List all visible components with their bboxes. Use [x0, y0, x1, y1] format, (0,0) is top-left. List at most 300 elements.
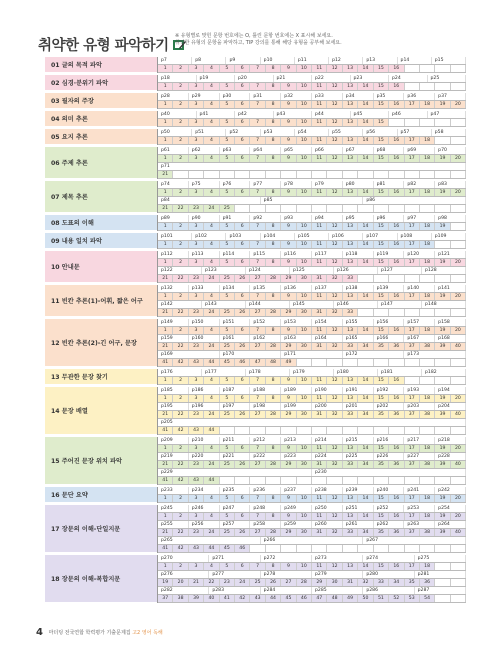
question-number-cell[interactable]: 7	[250, 445, 265, 452]
question-number-cell[interactable]: 10	[297, 495, 312, 502]
question-number-cell[interactable]: 6	[235, 119, 250, 126]
question-number-cell[interactable]: 6	[235, 259, 250, 266]
question-number-cell[interactable]: 20	[451, 155, 466, 162]
question-number-cell[interactable]: 7	[250, 495, 265, 502]
question-number-cell[interactable]: 18	[420, 495, 435, 502]
question-number-cell[interactable]: 5	[220, 293, 235, 300]
question-number-cell[interactable]: 13	[343, 137, 358, 144]
question-number-cell[interactable]: 19	[435, 495, 450, 502]
question-number-cell[interactable]: 4	[204, 563, 219, 570]
question-number-cell[interactable]: 3	[189, 563, 204, 570]
question-number-cell[interactable]: 23	[189, 275, 204, 282]
question-number-cell[interactable]: 2	[173, 223, 188, 230]
question-number-cell[interactable]: 39	[435, 529, 450, 536]
question-number-cell[interactable]: 14	[358, 445, 373, 452]
question-number-cell[interactable]: 12	[327, 189, 342, 196]
question-number-cell[interactable]: 18	[420, 259, 435, 266]
question-number-cell[interactable]: 43	[189, 477, 204, 484]
question-number-cell[interactable]: 34	[358, 529, 373, 536]
question-number-cell[interactable]: 15	[374, 293, 389, 300]
question-number-cell[interactable]: 43	[189, 545, 204, 552]
question-number-cell[interactable]: 4	[204, 65, 219, 72]
question-number-cell[interactable]: 4	[204, 495, 219, 502]
question-number-cell[interactable]: 41	[158, 359, 173, 366]
question-number-cell[interactable]: 15	[374, 395, 389, 402]
question-number-cell[interactable]: 4	[204, 293, 219, 300]
question-number-cell[interactable]: 24	[204, 205, 219, 212]
question-number-cell[interactable]: 36	[389, 529, 404, 536]
question-number-cell[interactable]: 16	[389, 83, 404, 90]
question-number-cell[interactable]: 2	[173, 327, 188, 334]
question-number-cell[interactable]: 22	[173, 205, 188, 212]
question-number-cell[interactable]: 19	[435, 513, 450, 520]
question-number-cell[interactable]: 6	[235, 137, 250, 144]
question-number-cell[interactable]: 19	[435, 395, 450, 402]
question-number-cell[interactable]: 25	[250, 579, 265, 586]
question-number-cell[interactable]: 11	[312, 223, 327, 230]
question-number-cell[interactable]: 1	[158, 377, 173, 384]
question-number-cell[interactable]: 6	[235, 189, 250, 196]
question-number-cell[interactable]: 41	[158, 477, 173, 484]
question-number-cell[interactable]: 25	[220, 529, 235, 536]
question-number-cell[interactable]: 33	[343, 343, 358, 350]
question-number-cell[interactable]: 54	[420, 595, 435, 602]
question-number-cell[interactable]: 8	[266, 83, 281, 90]
question-number-cell[interactable]: 16	[389, 101, 404, 108]
question-number-cell[interactable]: 8	[266, 223, 281, 230]
question-number-cell[interactable]: 27	[250, 309, 265, 316]
question-number-cell[interactable]: 42	[173, 477, 188, 484]
question-number-cell[interactable]: 23	[189, 461, 204, 468]
question-number-cell[interactable]: 14	[358, 65, 373, 72]
question-number-cell[interactable]: 2	[173, 513, 188, 520]
question-number-cell[interactable]: 1	[158, 101, 173, 108]
question-number-cell[interactable]: 10	[297, 293, 312, 300]
question-number-cell[interactable]: 20	[451, 495, 466, 502]
question-number-cell[interactable]: 38	[173, 595, 188, 602]
question-number-cell[interactable]: 3	[189, 327, 204, 334]
question-number-cell[interactable]: 36	[389, 411, 404, 418]
question-number-cell[interactable]: 18	[420, 445, 435, 452]
question-number-cell[interactable]: 10	[297, 155, 312, 162]
question-number-cell[interactable]: 1	[158, 327, 173, 334]
question-number-cell[interactable]: 2	[173, 189, 188, 196]
question-number-cell[interactable]: 17	[405, 495, 420, 502]
question-number-cell[interactable]: 1	[158, 189, 173, 196]
question-number-cell[interactable]: 6	[235, 445, 250, 452]
question-number-cell[interactable]: 7	[250, 223, 265, 230]
question-number-cell[interactable]: 7	[250, 137, 265, 144]
question-number-cell[interactable]: 5	[220, 377, 235, 384]
question-number-cell[interactable]: 13	[343, 293, 358, 300]
question-number-cell[interactable]: 33	[343, 461, 358, 468]
question-number-cell[interactable]: 8	[266, 513, 281, 520]
question-number-cell[interactable]: 45	[281, 595, 296, 602]
question-number-cell[interactable]: 4	[204, 241, 219, 248]
question-number-cell[interactable]: 18	[420, 563, 435, 570]
question-number-cell[interactable]: 1	[158, 563, 173, 570]
question-number-cell[interactable]: 42	[173, 359, 188, 366]
question-number-cell[interactable]: 17	[405, 563, 420, 570]
question-number-cell[interactable]: 38	[420, 411, 435, 418]
question-number-cell[interactable]: 15	[374, 259, 389, 266]
question-number-cell[interactable]: 35	[374, 343, 389, 350]
question-number-cell[interactable]: 19	[435, 189, 450, 196]
question-number-cell[interactable]: 3	[189, 293, 204, 300]
question-number-cell[interactable]: 26	[235, 411, 250, 418]
question-number-cell[interactable]: 3	[189, 189, 204, 196]
question-number-cell[interactable]: 43	[189, 427, 204, 434]
question-number-cell[interactable]: 1	[158, 119, 173, 126]
question-number-cell[interactable]: 33	[343, 411, 358, 418]
question-number-cell[interactable]: 16	[389, 65, 404, 72]
question-number-cell[interactable]: 17	[405, 137, 420, 144]
question-number-cell[interactable]: 20	[173, 579, 188, 586]
question-number-cell[interactable]: 3	[189, 259, 204, 266]
question-number-cell[interactable]: 9	[281, 65, 296, 72]
question-number-cell[interactable]: 3	[189, 137, 204, 144]
question-number-cell[interactable]: 11	[312, 395, 327, 402]
question-number-cell[interactable]: 31	[312, 275, 327, 282]
question-number-cell[interactable]: 13	[343, 119, 358, 126]
question-number-cell[interactable]: 53	[405, 595, 420, 602]
question-number-cell[interactable]: 9	[281, 377, 296, 384]
question-number-cell[interactable]: 9	[281, 119, 296, 126]
question-number-cell[interactable]: 21	[158, 171, 173, 178]
question-number-cell[interactable]: 32	[327, 275, 342, 282]
question-number-cell[interactable]: 29	[281, 529, 296, 536]
question-number-cell[interactable]: 12	[327, 293, 342, 300]
question-number-cell[interactable]: 12	[327, 119, 342, 126]
question-number-cell[interactable]: 7	[250, 83, 265, 90]
question-number-cell[interactable]: 12	[327, 241, 342, 248]
question-number-cell[interactable]: 10	[297, 101, 312, 108]
question-number-cell[interactable]: 13	[343, 259, 358, 266]
question-number-cell[interactable]: 23	[189, 205, 204, 212]
question-number-cell[interactable]: 7	[250, 189, 265, 196]
question-number-cell[interactable]: 30	[297, 461, 312, 468]
question-number-cell[interactable]: 31	[312, 411, 327, 418]
question-number-cell[interactable]: 14	[358, 293, 373, 300]
question-number-cell[interactable]: 29	[281, 309, 296, 316]
question-number-cell[interactable]: 39	[435, 461, 450, 468]
question-number-cell[interactable]: 15	[374, 445, 389, 452]
question-number-cell[interactable]: 32	[327, 309, 342, 316]
question-number-cell[interactable]: 22	[173, 461, 188, 468]
question-number-cell[interactable]: 16	[389, 327, 404, 334]
question-number-cell[interactable]: 7	[250, 241, 265, 248]
question-number-cell[interactable]: 8	[266, 137, 281, 144]
question-number-cell[interactable]: 13	[343, 101, 358, 108]
question-number-cell[interactable]: 24	[235, 579, 250, 586]
question-number-cell[interactable]: 18	[420, 137, 435, 144]
question-number-cell[interactable]: 31	[312, 343, 327, 350]
question-number-cell[interactable]: 5	[220, 495, 235, 502]
question-number-cell[interactable]: 26	[235, 461, 250, 468]
question-number-cell[interactable]: 39	[189, 595, 204, 602]
question-number-cell[interactable]: 7	[250, 155, 265, 162]
question-number-cell[interactable]: 24	[204, 411, 219, 418]
question-number-cell[interactable]: 8	[266, 445, 281, 452]
question-number-cell[interactable]: 16	[389, 563, 404, 570]
question-number-cell[interactable]: 13	[343, 65, 358, 72]
question-number-cell[interactable]: 11	[312, 155, 327, 162]
question-number-cell[interactable]: 5	[220, 241, 235, 248]
question-number-cell[interactable]: 40	[451, 411, 466, 418]
question-number-cell[interactable]: 25	[220, 275, 235, 282]
question-number-cell[interactable]: 11	[312, 119, 327, 126]
question-number-cell[interactable]: 11	[312, 495, 327, 502]
question-number-cell[interactable]: 12	[327, 83, 342, 90]
question-number-cell[interactable]: 11	[312, 293, 327, 300]
question-number-cell[interactable]: 25	[220, 461, 235, 468]
question-number-cell[interactable]: 4	[204, 137, 219, 144]
question-number-cell[interactable]: 20	[451, 395, 466, 402]
question-number-cell[interactable]: 37	[405, 529, 420, 536]
question-number-cell[interactable]: 19	[158, 579, 173, 586]
question-number-cell[interactable]: 18	[420, 395, 435, 402]
question-number-cell[interactable]: 9	[281, 395, 296, 402]
question-number-cell[interactable]: 32	[327, 529, 342, 536]
question-number-cell[interactable]: 18	[420, 155, 435, 162]
question-number-cell[interactable]: 5	[220, 101, 235, 108]
question-number-cell[interactable]: 23	[220, 579, 235, 586]
question-number-cell[interactable]: 31	[312, 529, 327, 536]
question-number-cell[interactable]: 13	[343, 445, 358, 452]
question-number-cell[interactable]: 5	[220, 189, 235, 196]
question-number-cell[interactable]: 15	[374, 223, 389, 230]
question-number-cell[interactable]: 1	[158, 495, 173, 502]
question-number-cell[interactable]: 19	[435, 223, 450, 230]
question-number-cell[interactable]: 6	[235, 83, 250, 90]
question-number-cell[interactable]: 38	[420, 529, 435, 536]
question-number-cell[interactable]: 3	[189, 119, 204, 126]
question-number-cell[interactable]: 6	[235, 327, 250, 334]
question-number-cell[interactable]: 4	[204, 259, 219, 266]
question-number-cell[interactable]: 5	[220, 513, 235, 520]
question-number-cell[interactable]: 17	[405, 327, 420, 334]
question-number-cell[interactable]: 24	[204, 343, 219, 350]
question-number-cell[interactable]: 11	[312, 241, 327, 248]
question-number-cell[interactable]: 34	[389, 579, 404, 586]
question-number-cell[interactable]: 29	[312, 579, 327, 586]
question-number-cell[interactable]: 3	[189, 155, 204, 162]
question-number-cell[interactable]: 30	[297, 309, 312, 316]
question-number-cell[interactable]: 17	[405, 189, 420, 196]
question-number-cell[interactable]: 11	[312, 513, 327, 520]
question-number-cell[interactable]: 37	[405, 343, 420, 350]
question-number-cell[interactable]: 4	[204, 119, 219, 126]
question-number-cell[interactable]: 27	[250, 343, 265, 350]
question-number-cell[interactable]: 9	[281, 259, 296, 266]
question-number-cell[interactable]: 21	[158, 461, 173, 468]
question-number-cell[interactable]: 9	[281, 241, 296, 248]
question-number-cell[interactable]: 13	[343, 189, 358, 196]
question-number-cell[interactable]: 31	[312, 461, 327, 468]
question-number-cell[interactable]: 3	[189, 65, 204, 72]
question-number-cell[interactable]: 22	[173, 411, 188, 418]
question-number-cell[interactable]: 8	[266, 65, 281, 72]
question-number-cell[interactable]: 3	[189, 395, 204, 402]
question-number-cell[interactable]: 11	[312, 101, 327, 108]
question-number-cell[interactable]: 35	[374, 411, 389, 418]
question-number-cell[interactable]: 39	[435, 343, 450, 350]
question-number-cell[interactable]: 28	[297, 579, 312, 586]
question-number-cell[interactable]: 5	[220, 65, 235, 72]
question-number-cell[interactable]: 1	[158, 293, 173, 300]
question-number-cell[interactable]: 17	[405, 513, 420, 520]
question-number-cell[interactable]: 27	[250, 275, 265, 282]
question-number-cell[interactable]: 14	[358, 495, 373, 502]
question-number-cell[interactable]: 6	[235, 377, 250, 384]
question-number-cell[interactable]: 14	[358, 155, 373, 162]
question-number-cell[interactable]: 8	[266, 563, 281, 570]
question-number-cell[interactable]: 8	[266, 155, 281, 162]
question-number-cell[interactable]: 9	[281, 223, 296, 230]
question-number-cell[interactable]: 15	[374, 137, 389, 144]
question-number-cell[interactable]: 15	[374, 155, 389, 162]
question-number-cell[interactable]: 11	[312, 83, 327, 90]
question-number-cell[interactable]: 13	[343, 495, 358, 502]
question-number-cell[interactable]: 41	[158, 545, 173, 552]
question-number-cell[interactable]: 36	[389, 343, 404, 350]
question-number-cell[interactable]: 15	[374, 119, 389, 126]
question-number-cell[interactable]: 5	[220, 395, 235, 402]
question-number-cell[interactable]: 3	[189, 101, 204, 108]
question-number-cell[interactable]: 23	[189, 343, 204, 350]
question-number-cell[interactable]: 12	[327, 259, 342, 266]
question-number-cell[interactable]: 1	[158, 155, 173, 162]
question-number-cell[interactable]: 12	[327, 65, 342, 72]
question-number-cell[interactable]: 20	[451, 327, 466, 334]
question-number-cell[interactable]: 14	[358, 119, 373, 126]
question-number-cell[interactable]: 45	[220, 359, 235, 366]
question-number-cell[interactable]: 14	[358, 101, 373, 108]
question-number-cell[interactable]: 32	[327, 343, 342, 350]
question-number-cell[interactable]: 1	[158, 241, 173, 248]
question-number-cell[interactable]: 30	[297, 275, 312, 282]
question-number-cell[interactable]: 2	[173, 137, 188, 144]
question-number-cell[interactable]: 21	[189, 579, 204, 586]
question-number-cell[interactable]: 18	[420, 327, 435, 334]
question-number-cell[interactable]: 21	[158, 411, 173, 418]
question-number-cell[interactable]: 16	[389, 259, 404, 266]
question-number-cell[interactable]: 14	[358, 563, 373, 570]
question-number-cell[interactable]: 4	[204, 83, 219, 90]
question-number-cell[interactable]: 17	[405, 445, 420, 452]
question-number-cell[interactable]: 44	[204, 359, 219, 366]
question-number-cell[interactable]: 30	[297, 529, 312, 536]
question-number-cell[interactable]: 22	[173, 529, 188, 536]
question-number-cell[interactable]: 15	[374, 563, 389, 570]
question-number-cell[interactable]: 6	[235, 223, 250, 230]
question-number-cell[interactable]: 8	[266, 293, 281, 300]
question-number-cell[interactable]: 6	[235, 293, 250, 300]
question-number-cell[interactable]: 33	[374, 579, 389, 586]
question-number-cell[interactable]: 47	[250, 359, 265, 366]
question-number-cell[interactable]: 4	[204, 101, 219, 108]
question-number-cell[interactable]: 30	[297, 343, 312, 350]
question-number-cell[interactable]: 32	[327, 461, 342, 468]
question-number-cell[interactable]: 12	[327, 327, 342, 334]
question-number-cell[interactable]: 36	[389, 461, 404, 468]
question-number-cell[interactable]: 10	[297, 241, 312, 248]
question-number-cell[interactable]: 6	[235, 241, 250, 248]
question-number-cell[interactable]: 19	[435, 101, 450, 108]
question-number-cell[interactable]: 45	[220, 545, 235, 552]
question-number-cell[interactable]: 9	[281, 83, 296, 90]
question-number-cell[interactable]: 16	[389, 155, 404, 162]
question-number-cell[interactable]: 23	[189, 309, 204, 316]
question-number-cell[interactable]: 9	[281, 327, 296, 334]
question-number-cell[interactable]: 37	[158, 595, 173, 602]
question-number-cell[interactable]: 14	[358, 189, 373, 196]
question-number-cell[interactable]: 22	[173, 275, 188, 282]
question-number-cell[interactable]: 24	[204, 529, 219, 536]
question-number-cell[interactable]: 17	[405, 101, 420, 108]
question-number-cell[interactable]: 2	[173, 65, 188, 72]
question-number-cell[interactable]: 19	[435, 259, 450, 266]
question-number-cell[interactable]: 2	[173, 395, 188, 402]
question-number-cell[interactable]: 9	[281, 155, 296, 162]
question-number-cell[interactable]: 33	[343, 309, 358, 316]
question-number-cell[interactable]: 3	[189, 445, 204, 452]
question-number-cell[interactable]: 5	[220, 223, 235, 230]
question-number-cell[interactable]: 7	[250, 395, 265, 402]
question-number-cell[interactable]: 41	[158, 427, 173, 434]
question-number-cell[interactable]: 16	[389, 137, 404, 144]
question-number-cell[interactable]: 6	[235, 155, 250, 162]
question-number-cell[interactable]: 18	[420, 513, 435, 520]
question-number-cell[interactable]: 26	[235, 275, 250, 282]
question-number-cell[interactable]: 10	[297, 327, 312, 334]
question-number-cell[interactable]: 13	[343, 241, 358, 248]
question-number-cell[interactable]: 6	[235, 101, 250, 108]
question-number-cell[interactable]: 32	[327, 411, 342, 418]
question-number-cell[interactable]: 26	[235, 529, 250, 536]
question-number-cell[interactable]: 2	[173, 119, 188, 126]
question-number-cell[interactable]: 6	[235, 513, 250, 520]
question-number-cell[interactable]: 2	[173, 495, 188, 502]
question-number-cell[interactable]: 10	[297, 513, 312, 520]
question-number-cell[interactable]: 3	[189, 377, 204, 384]
question-number-cell[interactable]: 13	[343, 155, 358, 162]
question-number-cell[interactable]: 25	[220, 309, 235, 316]
question-number-cell[interactable]: 24	[204, 461, 219, 468]
question-number-cell[interactable]: 2	[173, 445, 188, 452]
question-number-cell[interactable]: 21	[158, 275, 173, 282]
question-number-cell[interactable]: 21	[158, 529, 173, 536]
question-number-cell[interactable]: 18	[420, 223, 435, 230]
question-number-cell[interactable]: 9	[281, 563, 296, 570]
question-number-cell[interactable]: 1	[158, 65, 173, 72]
question-number-cell[interactable]: 18	[420, 241, 435, 248]
question-number-cell[interactable]: 17	[405, 293, 420, 300]
question-number-cell[interactable]: 5	[220, 327, 235, 334]
question-number-cell[interactable]: 16	[389, 513, 404, 520]
question-number-cell[interactable]: 1	[158, 395, 173, 402]
question-number-cell[interactable]: 44	[266, 595, 281, 602]
question-number-cell[interactable]: 15	[374, 377, 389, 384]
question-number-cell[interactable]: 2	[173, 293, 188, 300]
question-number-cell[interactable]: 10	[297, 65, 312, 72]
question-number-cell[interactable]: 10	[297, 137, 312, 144]
question-number-cell[interactable]: 14	[358, 241, 373, 248]
question-number-cell[interactable]: 5	[220, 259, 235, 266]
question-number-cell[interactable]: 22	[173, 343, 188, 350]
question-number-cell[interactable]: 28	[266, 529, 281, 536]
question-number-cell[interactable]: 7	[250, 293, 265, 300]
